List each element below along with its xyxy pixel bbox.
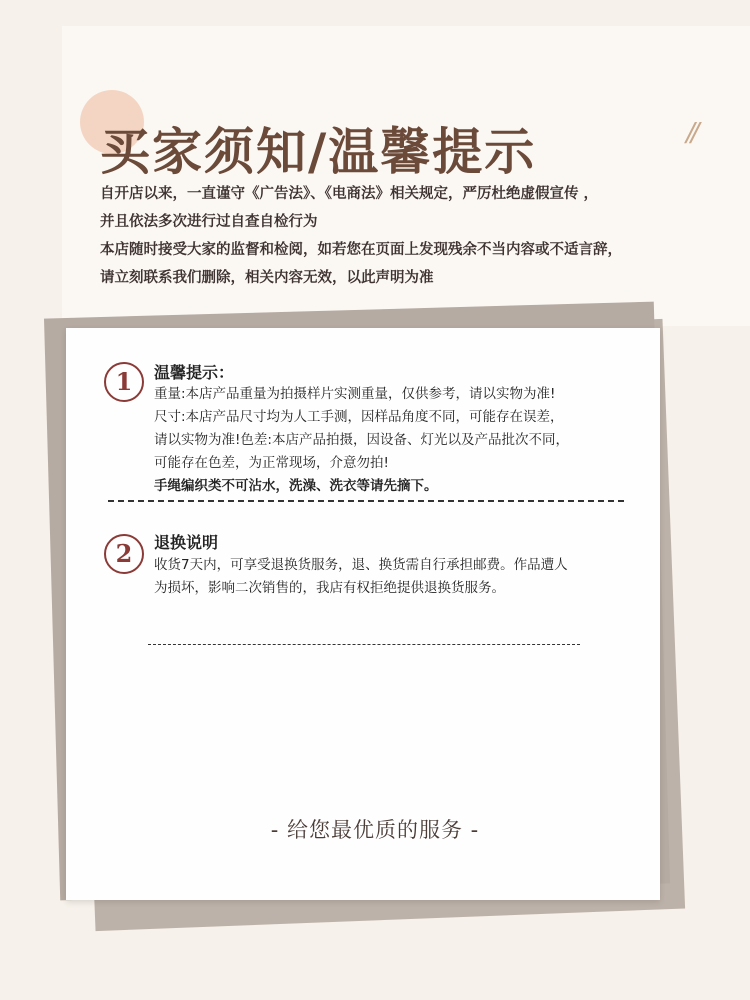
section-line-emphasis: 手绳编织类不可沾水，洗澡、洗衣等请先摘下。	[154, 478, 438, 494]
section-title: 温馨提示：	[154, 363, 235, 382]
footer-slogan: - 给您最优质的服务 -	[270, 818, 480, 842]
dashed-divider	[148, 644, 580, 645]
section-line: 可能存在色差，为正常现场，介意勿拍!	[154, 455, 389, 471]
intro-line: 请立刻联系我们删除，相关内容无效，以此声明为准	[100, 270, 434, 286]
intro-line: 本店随时接受大家的监督和检阅，如若您在页面上发现残余不当内容或不适言辞，	[100, 242, 622, 258]
section-number-badge: 2	[104, 534, 144, 574]
section-title: 退换说明	[154, 533, 219, 552]
section-body	[154, 383, 569, 498]
intro-line: 自开店以来，一直谨守《广告法》、《电商法》相关规定，严厉杜绝虚假宣传 ，	[100, 186, 599, 202]
intro-line: 并且依法多次进行过自查自检行为	[100, 214, 318, 230]
intro-statement	[100, 180, 720, 292]
section-number-badge: 1	[104, 362, 144, 402]
section-line: 收货7天内，可享受退换货服务，退、换货需自行承担邮费。作品遭人	[154, 557, 568, 573]
section-line: 重量:本店产品重量为拍摄样片实测重量，仅供参考，请以实物为准!	[154, 386, 556, 402]
section-line: 为损坏，影响二次销售的，我店有权拒绝提供退换货服务。	[154, 580, 505, 596]
section-line: 请以实物为准!色差:本店产品拍摄，因设备、灯光以及产品批次不同，	[154, 432, 569, 448]
section-body	[154, 554, 568, 600]
decorative-slash-mark: //	[686, 118, 696, 148]
dashed-divider	[108, 500, 624, 502]
section-line: 尺寸:本店产品尺寸均为人工手测，因样品角度不同，可能存在误差，	[154, 409, 564, 425]
page-title: 买家须知/温馨提示	[100, 123, 537, 181]
